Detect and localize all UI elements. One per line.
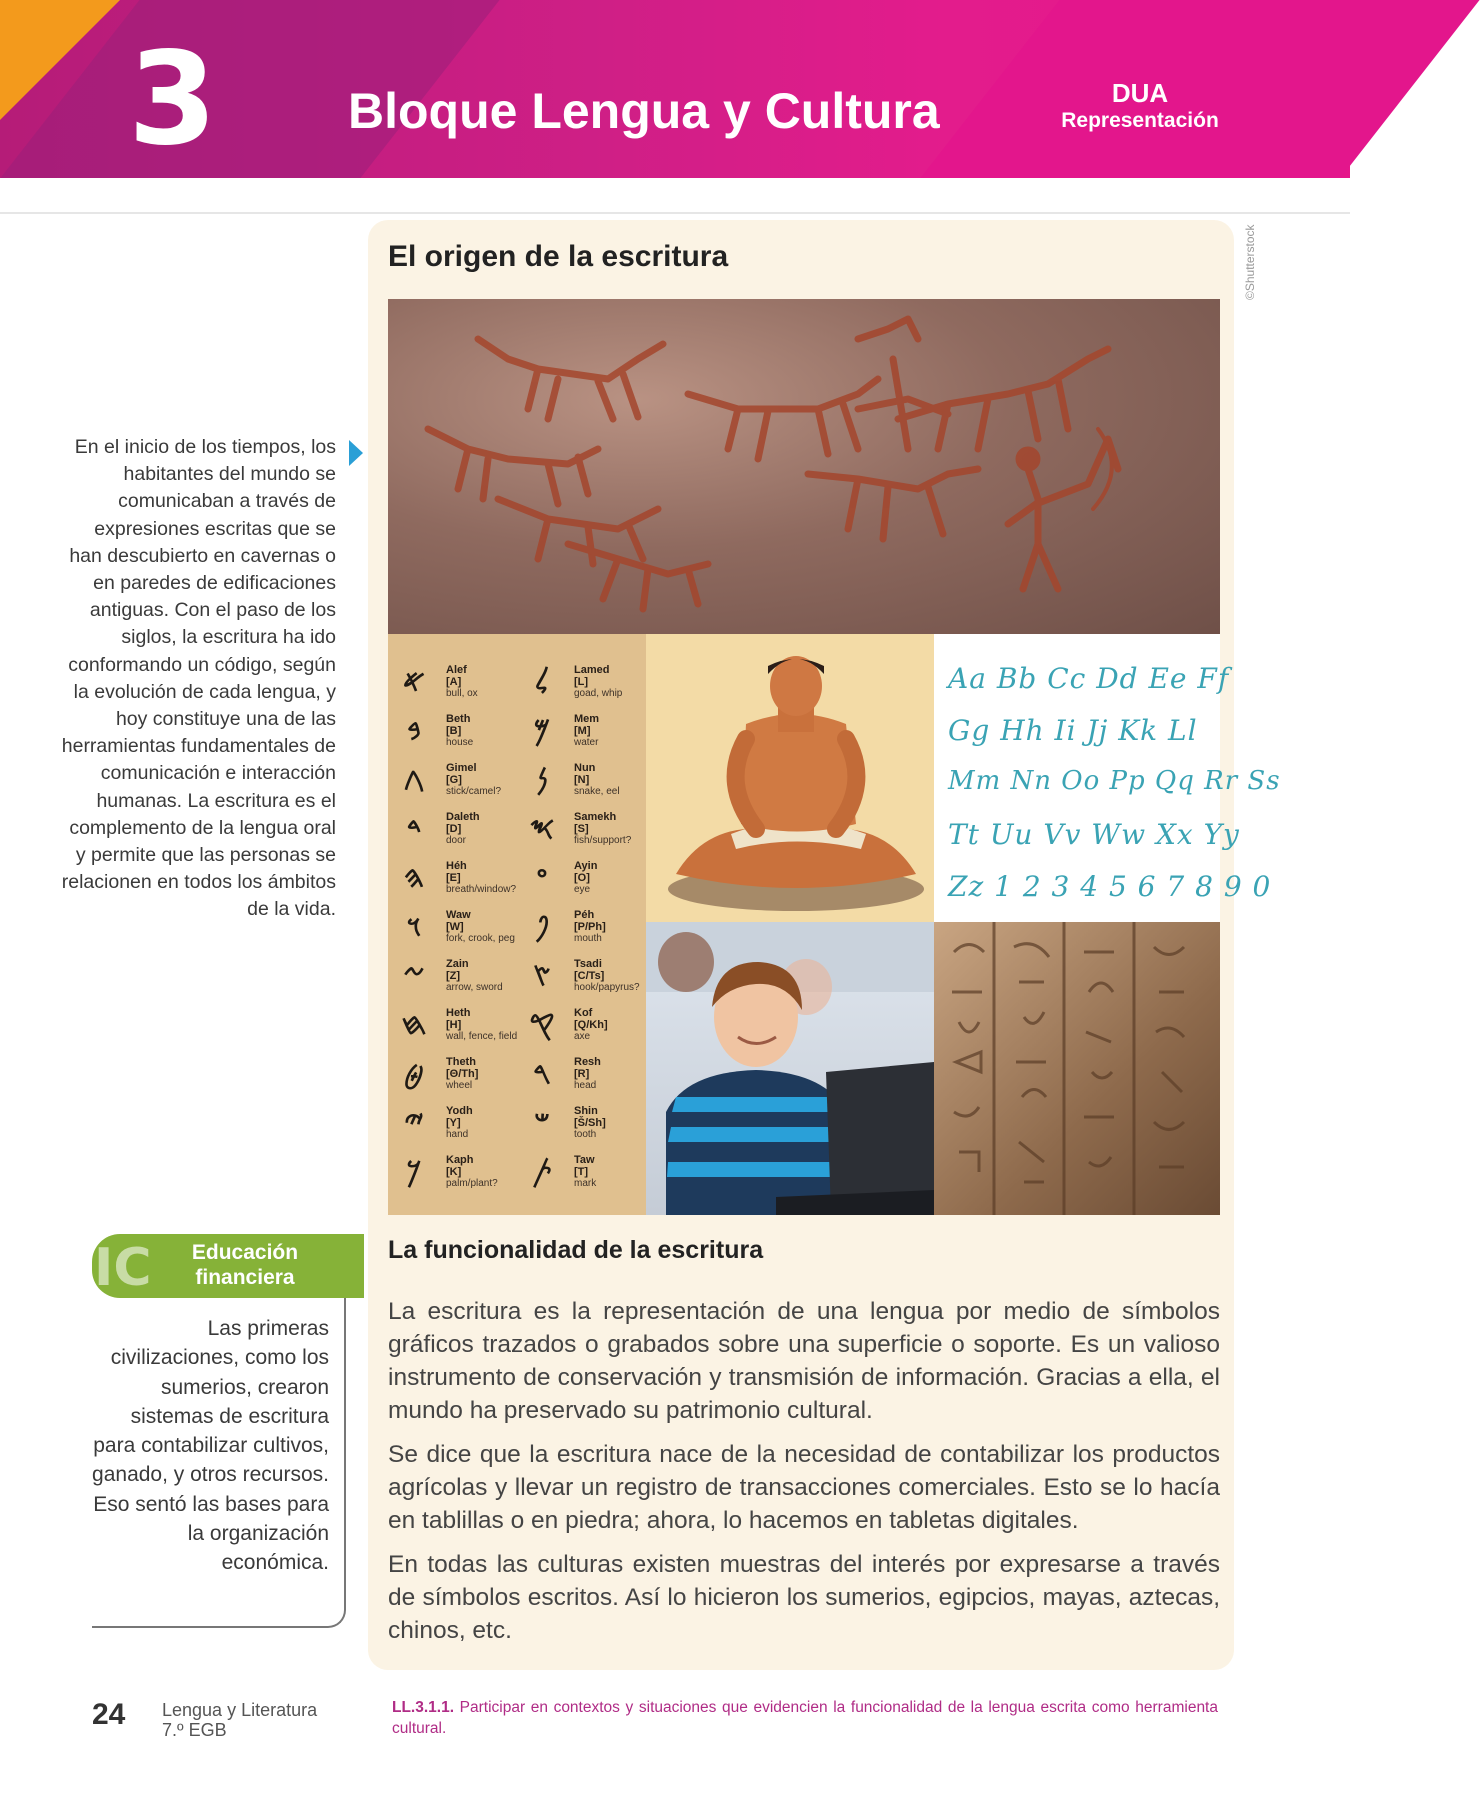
phoenician-glyph: 𐤉	[404, 1105, 424, 1140]
letter-code: [B]	[446, 725, 462, 737]
dua-badge	[1030, 78, 1250, 134]
page-title: Bloque Lengua y Cultura	[348, 83, 940, 139]
letter-meaning: fork, crook, peg	[446, 933, 515, 944]
cursive-line: Mm Nn Oo Pp Qq Rr Ss	[948, 766, 1281, 796]
paragraph: La escritura es la representación de una lengua por medio de símbolos gráficos trazados o grabados sobre una superficie o soporte. Es un valioso instrumento de conservación y transmisión de información. Gracias a ella, el mundo ha preservado su patrimonio cultural.	[388, 1298, 1220, 1424]
financial-title: Educación financiera	[191, 1241, 299, 1289]
letter-meaning: door	[446, 835, 467, 846]
letter-meaning: mouth	[574, 933, 602, 944]
letter-code: [G]	[446, 774, 462, 786]
cave-painting-image	[388, 299, 1220, 634]
paragraph: Se dice que la escritura nace de la necesidad de contabilizar los productos agrícolas y llevar un registro de transacciones comerciales. Esto se lo hacía en tablillas o en piedra; ahora, lo hacemos en tabletas digitales.	[388, 1441, 1220, 1534]
letter-code: [Q/Kh]	[574, 1019, 608, 1031]
letter-meaning: palm/plant?	[446, 1178, 498, 1189]
letter-name: Péh	[574, 909, 595, 921]
letter-meaning: stick/camel?	[446, 786, 502, 797]
letter-meaning: fish/support?	[574, 835, 632, 846]
letter-meaning: wall, fence, field	[446, 1031, 518, 1042]
letter-meaning: bull, ox	[446, 688, 478, 699]
phoenician-glyph: 𐤓	[533, 1056, 551, 1091]
student-computer-image	[646, 922, 934, 1215]
letter-code: [O]	[574, 872, 590, 884]
scribe-figure	[646, 634, 934, 922]
letter-name: Mem	[574, 713, 600, 725]
letter-meaning: head	[574, 1080, 597, 1091]
cursive-alphabet-image	[934, 634, 1281, 922]
letter-meaning: house	[446, 737, 474, 748]
ic-logo-icon: IC	[94, 1238, 152, 1298]
phoenician-glyph: 𐤄	[403, 860, 425, 895]
letter-code: [P/Ph]	[574, 921, 606, 933]
letter-meaning: snake, eel	[574, 786, 620, 797]
phoenician-glyph: 𐤔	[534, 1105, 550, 1140]
cave-painting-figures	[388, 299, 1220, 634]
skill-statement	[392, 1697, 1218, 1739]
image-credit: ©Shutterstock	[1243, 224, 1257, 300]
letter-meaning: eye	[574, 884, 591, 895]
image-collage	[388, 299, 1281, 1215]
letter-name: Taw	[574, 1154, 595, 1166]
phoenician-alphabet-chart	[388, 634, 646, 1215]
letter-code: [E]	[446, 872, 461, 884]
letter-name: Tsadi	[574, 958, 602, 970]
hieroglyphs-image	[934, 922, 1220, 1215]
phoenician-glyph: 𐤑	[533, 958, 551, 993]
cursive-line: Zz 1 2 3 4 5 6 7 8 9 0	[948, 870, 1272, 903]
phoenician-glyph: 𐤍	[536, 762, 548, 797]
phoenician-glyph: 𐤈	[404, 1056, 424, 1091]
phoenician-glyph: 𐤁	[407, 713, 421, 748]
dua-sub: Representación	[1061, 109, 1219, 132]
letter-meaning: water	[574, 737, 599, 748]
phoenician-glyph: 𐤇	[401, 1007, 427, 1042]
grade-level: 7.º EGB	[162, 1720, 227, 1740]
cursive-line: Gg Hh Ii Jj Kk Ll	[948, 714, 1198, 747]
cursive-line: Aa Bb Cc Dd Ee Ff	[948, 662, 1230, 695]
header-corner-accent	[0, 0, 120, 120]
letter-code: [Z]	[446, 970, 461, 982]
letter-code: [A]	[446, 676, 462, 688]
letter-code: [M]	[574, 725, 591, 737]
chapter-number: 3	[128, 25, 218, 174]
letter-code: [K]	[446, 1166, 462, 1178]
subsection-title: La funcionalidad de la escritura	[388, 1236, 764, 1264]
letter-name: Shin	[574, 1105, 598, 1117]
phoenician-glyph: 𐤒	[529, 1007, 555, 1042]
phoenician-glyph: 𐤎	[529, 811, 555, 846]
phoenician-glyph: 𐤂	[403, 762, 425, 797]
seated-scribe-statue-image	[646, 634, 934, 922]
letter-meaning: hook/papyrus?	[574, 982, 640, 993]
letter-code: [Θ/Th]	[446, 1068, 479, 1080]
letter-name: Waw	[446, 909, 471, 921]
footer-subject	[162, 1700, 317, 1740]
letter-code: [D]	[446, 823, 462, 835]
letter-code: [Y]	[446, 1117, 461, 1129]
financial-text: Las primeras civilizaciones, como los sumerios, crearon sistemas de escritura para contabilizar cultivos, ganado, y otros recursos. Eso sentó las bases para la organización económica.	[92, 1317, 329, 1575]
phoenician-glyph: 𐤅	[406, 909, 422, 944]
letter-code: [H]	[446, 1019, 462, 1031]
subject-name: Lengua y Literatura	[162, 1700, 318, 1720]
letter-meaning: axe	[574, 1031, 591, 1042]
phoenician-glyph: 𐤐	[534, 909, 550, 944]
letter-name: Alef	[446, 664, 467, 676]
letter-meaning: breath/window?	[446, 884, 517, 895]
letter-name: Resh	[574, 1056, 601, 1068]
letter-name: Nun	[574, 762, 596, 774]
letter-name: Heth	[446, 1007, 471, 1019]
letter-meaning: mark	[574, 1178, 597, 1189]
phoenician-glyph: 𐤆	[403, 958, 425, 993]
letter-code: [N]	[574, 774, 590, 786]
student-figure	[646, 922, 934, 1215]
letter-name: Ayin	[574, 860, 598, 872]
letter-name: Kaph	[446, 1154, 474, 1166]
letter-code: [R]	[574, 1068, 590, 1080]
phoenician-glyph: 𐤏	[536, 860, 548, 895]
letter-name: Beth	[446, 713, 471, 725]
letter-meaning: goad, whip	[574, 688, 623, 699]
letter-name: Theth	[446, 1056, 476, 1068]
letter-code: [S]	[574, 823, 589, 835]
cursive-line: Tt Uu Vv Ww Xx Yy	[948, 818, 1240, 851]
letter-name: Héh	[446, 860, 467, 872]
letter-code: [L]	[574, 676, 589, 688]
chapter-header	[0, 0, 1350, 178]
letter-code: [T]	[574, 1166, 589, 1178]
letter-name: Daleth	[446, 811, 480, 823]
skill-code: LL.3.1.1.	[392, 1699, 455, 1716]
letter-meaning: tooth	[574, 1129, 597, 1140]
phoenician-glyph: 𐤀	[402, 664, 426, 699]
letter-meaning: arrow, sword	[446, 982, 503, 993]
letter-code: [Š/Sh]	[574, 1117, 606, 1129]
letter-meaning: wheel	[446, 1080, 473, 1091]
section-title: El origen de la escritura	[388, 240, 729, 273]
letter-name: Lamed	[574, 664, 610, 676]
letter-name: Gimel	[446, 762, 477, 774]
header-divider	[0, 212, 1350, 214]
letter-name: Kof	[574, 1007, 593, 1019]
letter-name: Yodh	[446, 1105, 473, 1117]
letter-code: [W]	[446, 921, 464, 933]
hieroglyph-carvings	[934, 922, 1220, 1215]
phoenician-glyph: 𐤕	[532, 1154, 552, 1189]
phoenician-glyph: 𐤋	[534, 664, 550, 699]
phoenician-glyph: 𐤃	[406, 811, 422, 846]
phoenician-glyph: 𐤊	[406, 1154, 422, 1189]
page-number: 24	[92, 1698, 126, 1731]
letter-name: Zain	[446, 958, 469, 970]
paragraph: En todas las culturas existen muestras del interés por expresarse a través de símbolos escritos. Así lo hicieron los sumerios, egipcios, mayas, aztecas, chinos, etc.	[388, 1551, 1220, 1644]
letter-meaning: hand	[446, 1129, 469, 1140]
letter-code: [C/Ts]	[574, 970, 605, 982]
letter-name: Samekh	[574, 811, 617, 823]
skill-text: Participar en contextos y situaciones que evidencien la funcionalidad de la lengua escrita como herramienta cultural.	[392, 1699, 1218, 1737]
dua-label: DUA	[1111, 78, 1169, 108]
phoenician-glyph: 𐤌	[533, 713, 551, 748]
pointer-arrow-icon	[349, 440, 363, 466]
intro-text: En el inicio de los tiempos, los habitantes del mundo se comunicaban a través de expresiones escritas que se han descubierto en cavernas o en paredes de edificaciones antiguas. Con el paso de los siglos, la escritura ha ido conformando un código, según la evolución de cada lengua, y hoy constituye una de las herramientas fundamentales de comunicación e interacción humanas. La escritura es el complemento de la lengua oral y permite que las personas se relacionen en todos los ámbitos de la vida.	[61, 436, 336, 921]
